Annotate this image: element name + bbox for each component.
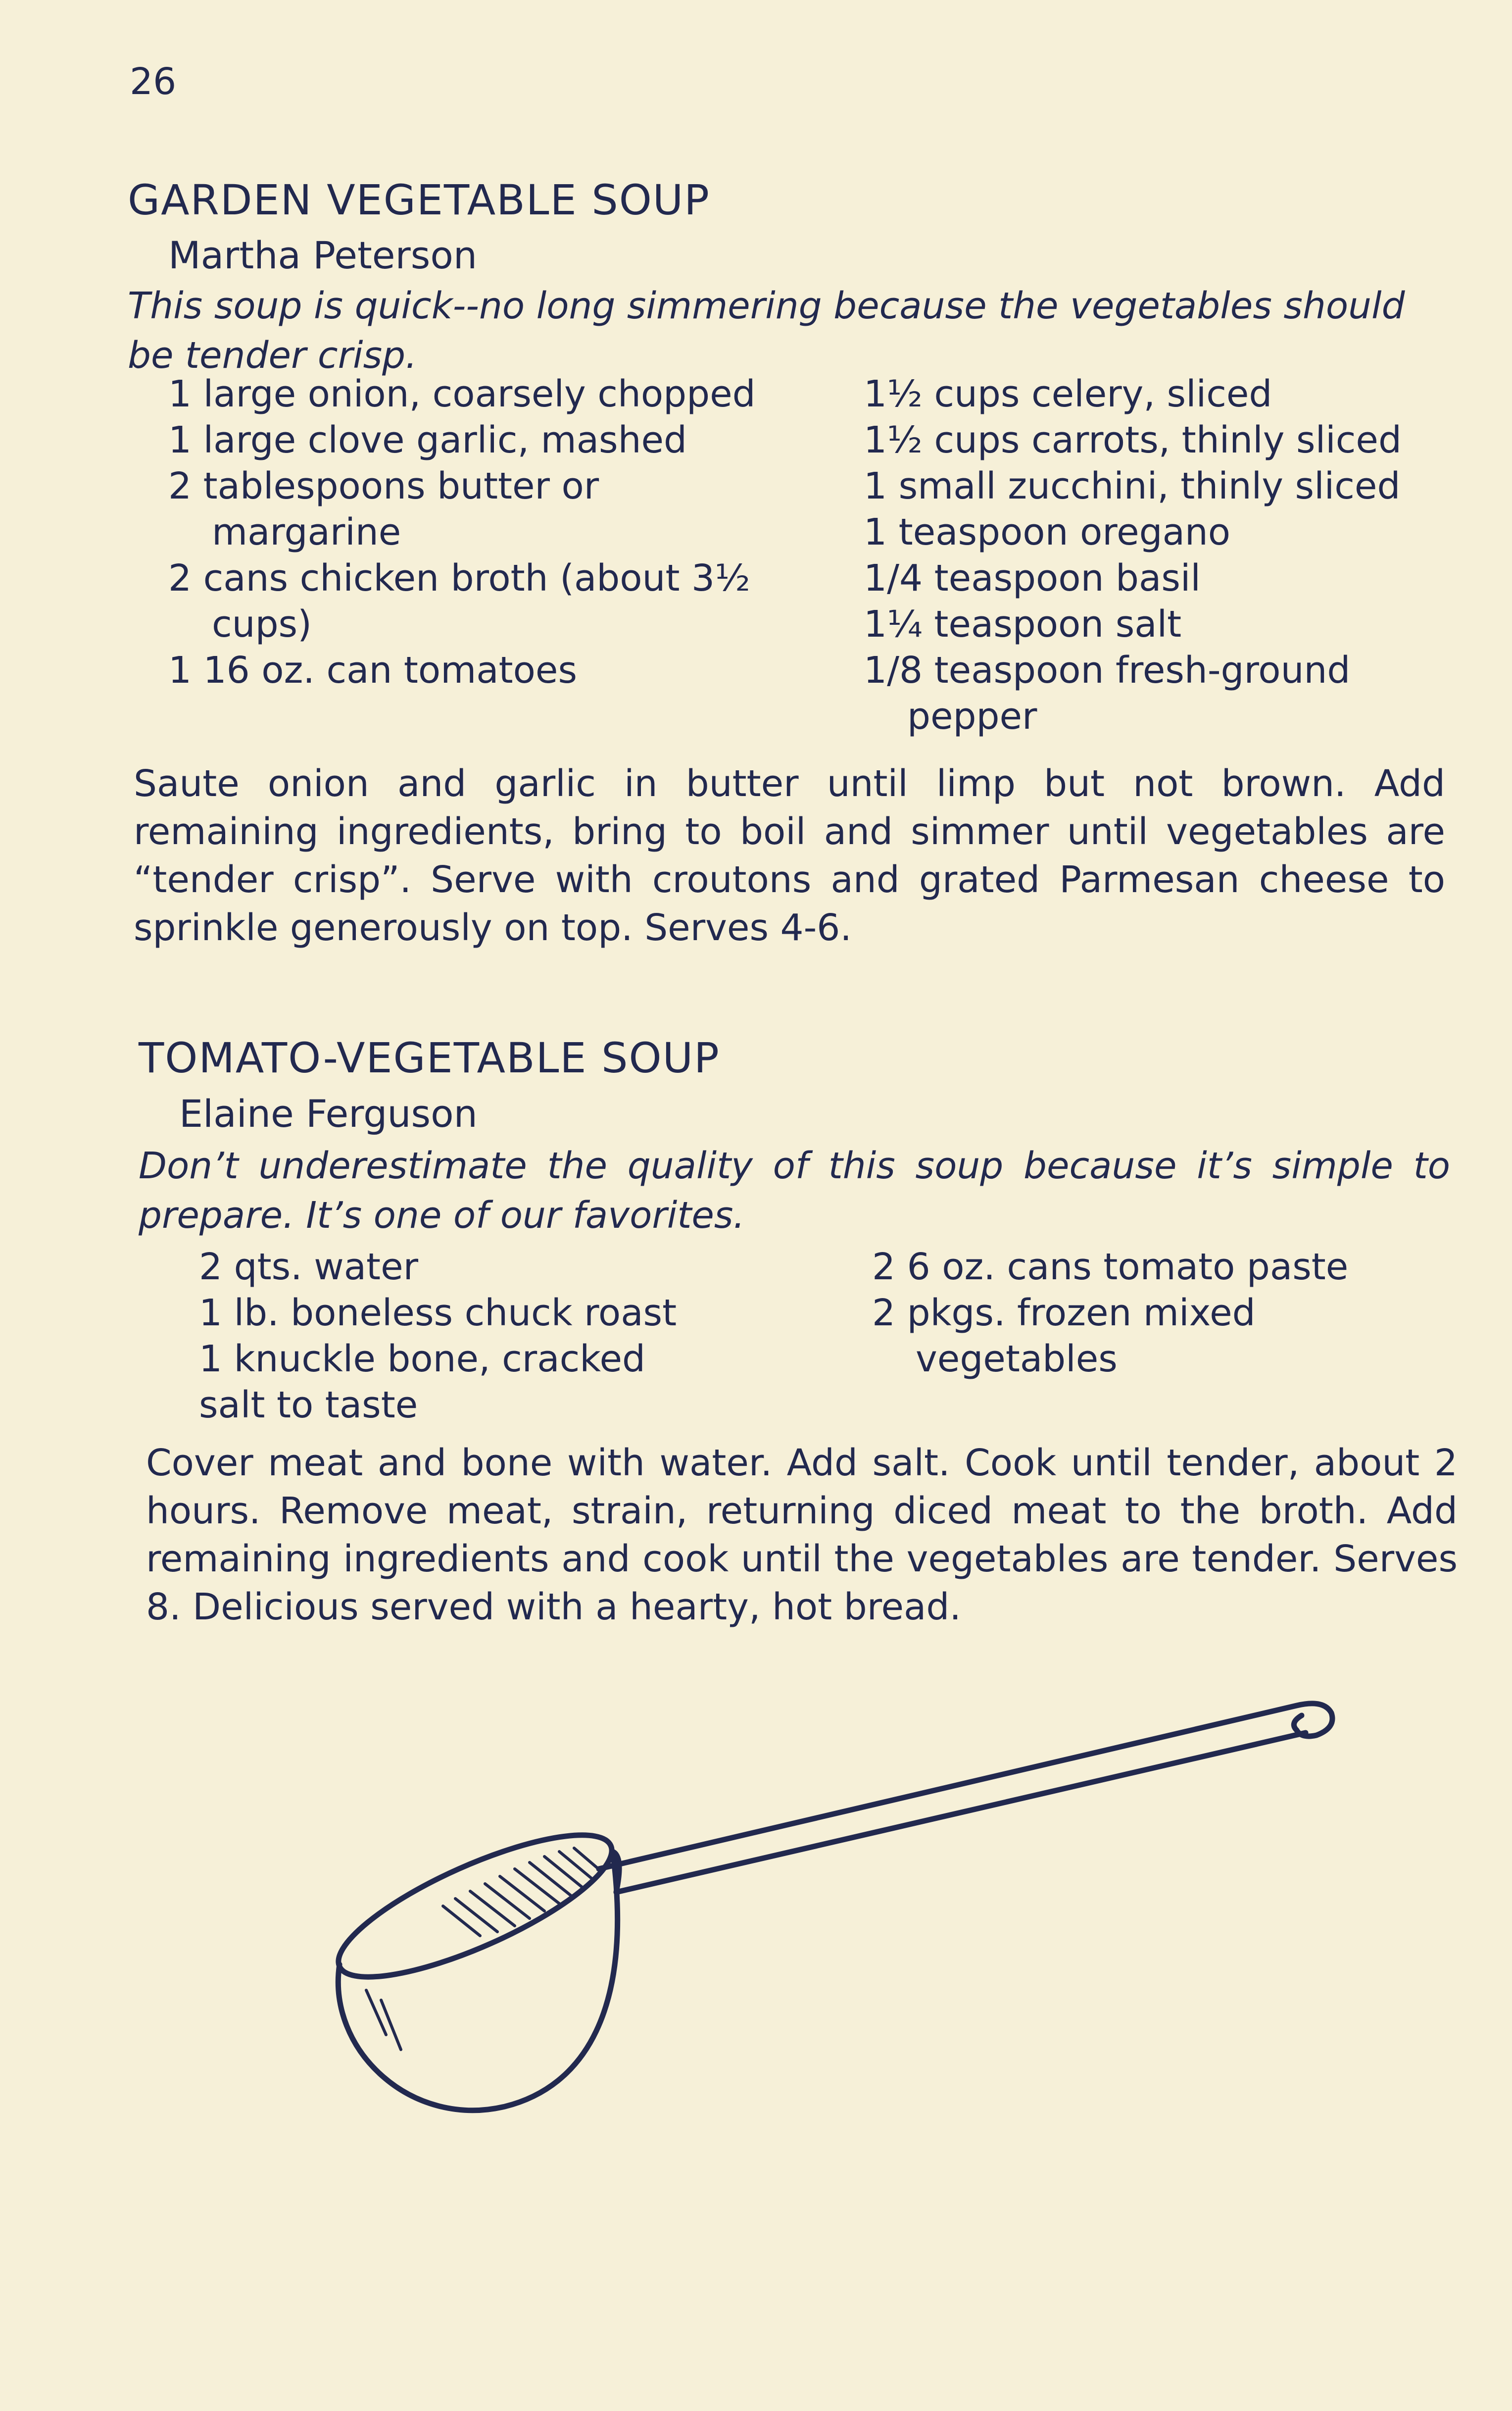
recipe-intro: Don’t underestimate the quality of this soup because it’s simple to prepare. It’s one of our favorites. [139,1145,1450,1237]
ingredient-item: 1 small zucchini, thinly sliced [864,465,1401,507]
ingredient-item: 2 tablespoons butter or margarine [168,465,599,553]
ingredient-item: salt to taste [199,1384,418,1426]
ladle-icon [307,1693,1411,2149]
ingredient-item: 1/8 teaspoon fresh-ground pepper [864,649,1351,738]
ingredient-item: 1 knuckle bone, cracked [199,1338,645,1380]
ingredient-item: 1 large onion, coarsely chopped [168,373,756,415]
recipe-contributor: Martha Peterson [168,233,478,277]
ingredient-item: 2 qts. water [199,1246,419,1288]
recipe-contributor: Elaine Ferguson [179,1092,478,1136]
ingredient-item: 2 cans chicken broth (about 3½ cups) [168,557,750,646]
ingredient-item: 1 lb. boneless chuck roast [199,1292,677,1334]
recipe-title: GARDEN VEGETABLE SOUP [128,176,710,224]
recipe-title: TOMATO-VEGETABLE SOUP [139,1034,720,1082]
ingredient-list-left [168,371,787,694]
page-number: 26 [130,60,177,103]
ingredient-list-right [872,1244,1446,1382]
recipe-instructions: Cover meat and bone with water. Add salt. Cook until tender, about 2 hours. Remove meat, strain, returning diced meat to the broth. Add remaining ingredients and cook until the vegetables are tender. Serves 8. Delicious served with a hearty, hot bread. [146,1442,1458,1628]
ingredient-item: 1 teaspoon oregano [864,511,1231,553]
ingredient-item: 1 large clove garlic, mashed [168,419,687,461]
ingredient-item: 2 6 oz. cans tomato paste [872,1246,1349,1288]
ingredient-item: 1/4 teaspoon basil [864,557,1201,600]
ingredient-item: 2 pkgs. frozen mixed vegetables [872,1292,1256,1380]
ingredient-item: 1 16 oz. can tomatoes [168,649,577,692]
ingredient-item: 1½ cups carrots, thinly sliced [864,419,1402,461]
recipe-intro: This soup is quick--no long simmering because the vegetables should be tender crisp. [128,285,1405,377]
ingredient-list-right [864,371,1443,740]
ingredient-item: 1½ cups celery, sliced [864,373,1272,415]
ingredient-item: 1¼ teaspoon salt [864,603,1182,646]
recipe-instructions: Saute onion and garlic in butter until limp but not brown. Add remaining ingredients, bring to boil and simmer until vegetables are “tender crisp”. Serve with croutons and grated Parmesan cheese to sprinkle generously on top. Serves 4-6. [134,762,1445,949]
ingredient-list-left [199,1244,818,1428]
